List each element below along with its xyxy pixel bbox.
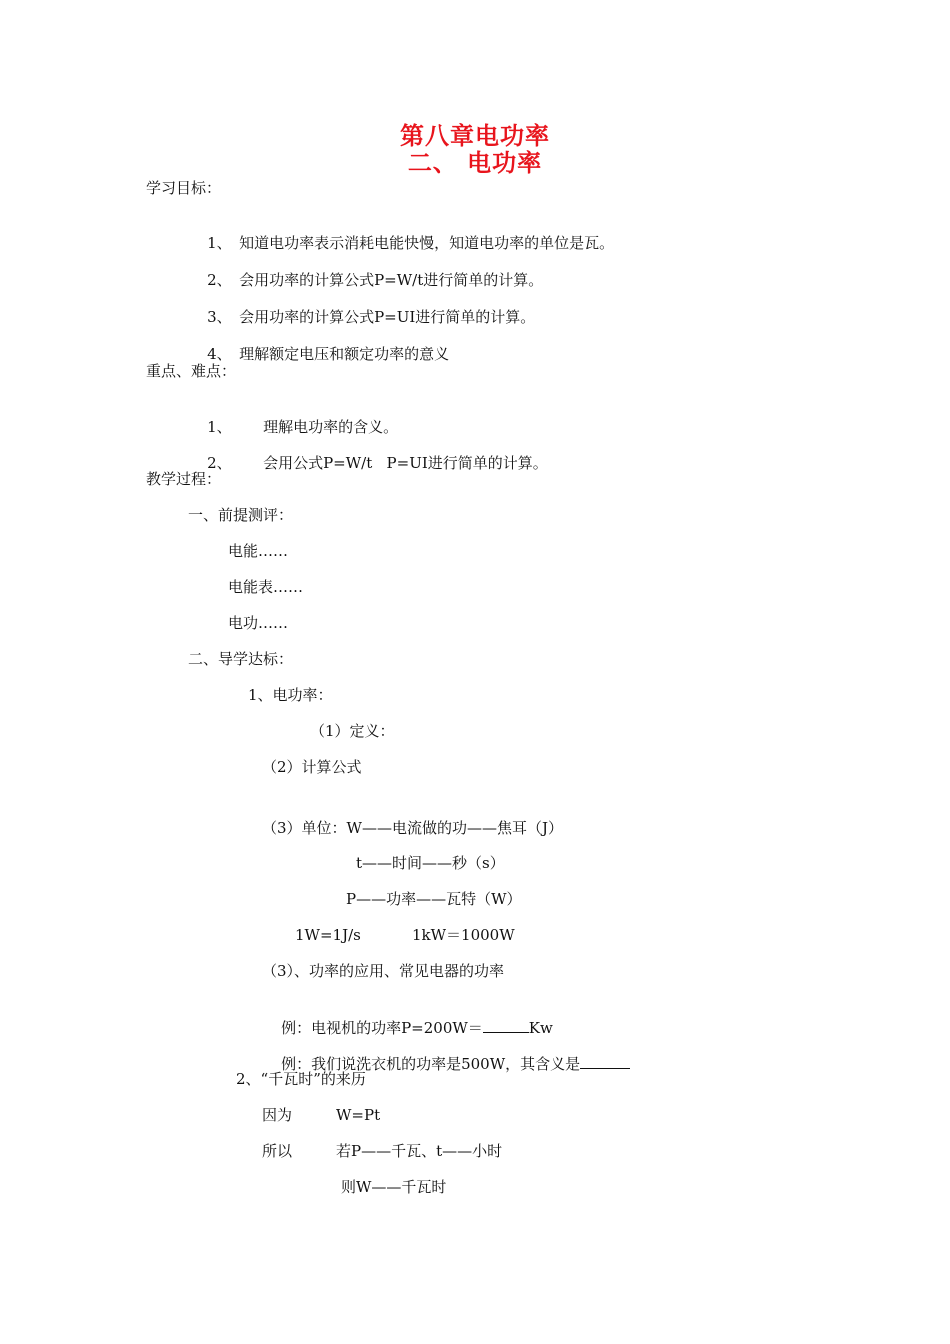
key-point-2 xyxy=(188,433,548,493)
example-washer-text: 例：我们说洗衣机的功率是500W，其含义是 xyxy=(281,1055,581,1073)
so-label: 所以 xyxy=(262,1142,293,1160)
goal-text: 理解额定电压和额定功率的意义 xyxy=(239,345,450,363)
unit-work-line: （3）单位：W——电流做的功——焦耳（J） xyxy=(262,819,563,837)
formula-label: （2）计算公式 xyxy=(262,758,362,776)
subsection-kwh-origin: 2、“千瓦时”的来历 xyxy=(236,1070,366,1088)
conversion-watt: 1W=1J/s xyxy=(295,926,361,944)
because-label: 因为 xyxy=(262,1106,293,1124)
part1-heading: 一、前提测评： xyxy=(188,506,294,524)
process-heading: 教学过程： xyxy=(146,470,222,488)
then-text: 则W——千瓦时 xyxy=(341,1178,447,1196)
key-point-text: 理解电功率的含义。 xyxy=(263,418,399,436)
section-title: 二、 电功率 xyxy=(407,148,543,177)
review-item: 电功…… xyxy=(228,614,289,632)
goal-number: 3、 xyxy=(207,308,232,326)
so-text: 若P——千瓦、t——小时 xyxy=(336,1142,503,1160)
example-tv-unit: Kw xyxy=(528,1019,553,1037)
key-points-heading: 重点、难点： xyxy=(146,362,237,380)
goal-text: 会用功率的计算公式P=UI进行简单的计算。 xyxy=(239,308,536,326)
subsection-electric-power: 1、电功率： xyxy=(248,686,333,704)
key-point-number: 2、 xyxy=(207,454,232,472)
goal-number: 1、 xyxy=(207,234,232,252)
application-heading: （3）、功率的应用、常见电器的功率 xyxy=(262,962,505,980)
unit-time-line: t——时间——秒（s） xyxy=(356,854,505,872)
review-item: 电能表…… xyxy=(228,578,304,596)
goal-text: 知道电功率表示消耗电能快慢，知道电功率的单位是瓦。 xyxy=(239,234,615,252)
goals-heading: 学习目标： xyxy=(146,179,222,197)
key-point-text: 会用公式P=W/t P=UI进行简单的计算。 xyxy=(263,454,548,472)
answer-blank[interactable] xyxy=(483,1017,529,1033)
because-formula: W=Pt xyxy=(336,1106,381,1124)
goal-number: 4、 xyxy=(207,345,232,363)
part2-heading: 二、导学达标： xyxy=(188,650,294,668)
chapter-title: 第八章电功率 xyxy=(400,121,550,150)
conversion-kilowatt: 1kW＝1000W xyxy=(412,926,515,944)
answer-blank[interactable] xyxy=(580,1053,630,1069)
review-item: 电能…… xyxy=(228,542,289,560)
key-point-number: 1、 xyxy=(207,418,232,436)
goal-text: 会用功率的计算公式P=W/t进行简单的计算。 xyxy=(239,271,544,289)
definition-label: （1）定义： xyxy=(310,722,395,740)
unit-power-line: P——功率——瓦特（W） xyxy=(346,890,522,908)
goal-number: 2、 xyxy=(207,271,232,289)
example-tv-text: 例：电视机的功率P=200W＝ xyxy=(281,1019,483,1037)
